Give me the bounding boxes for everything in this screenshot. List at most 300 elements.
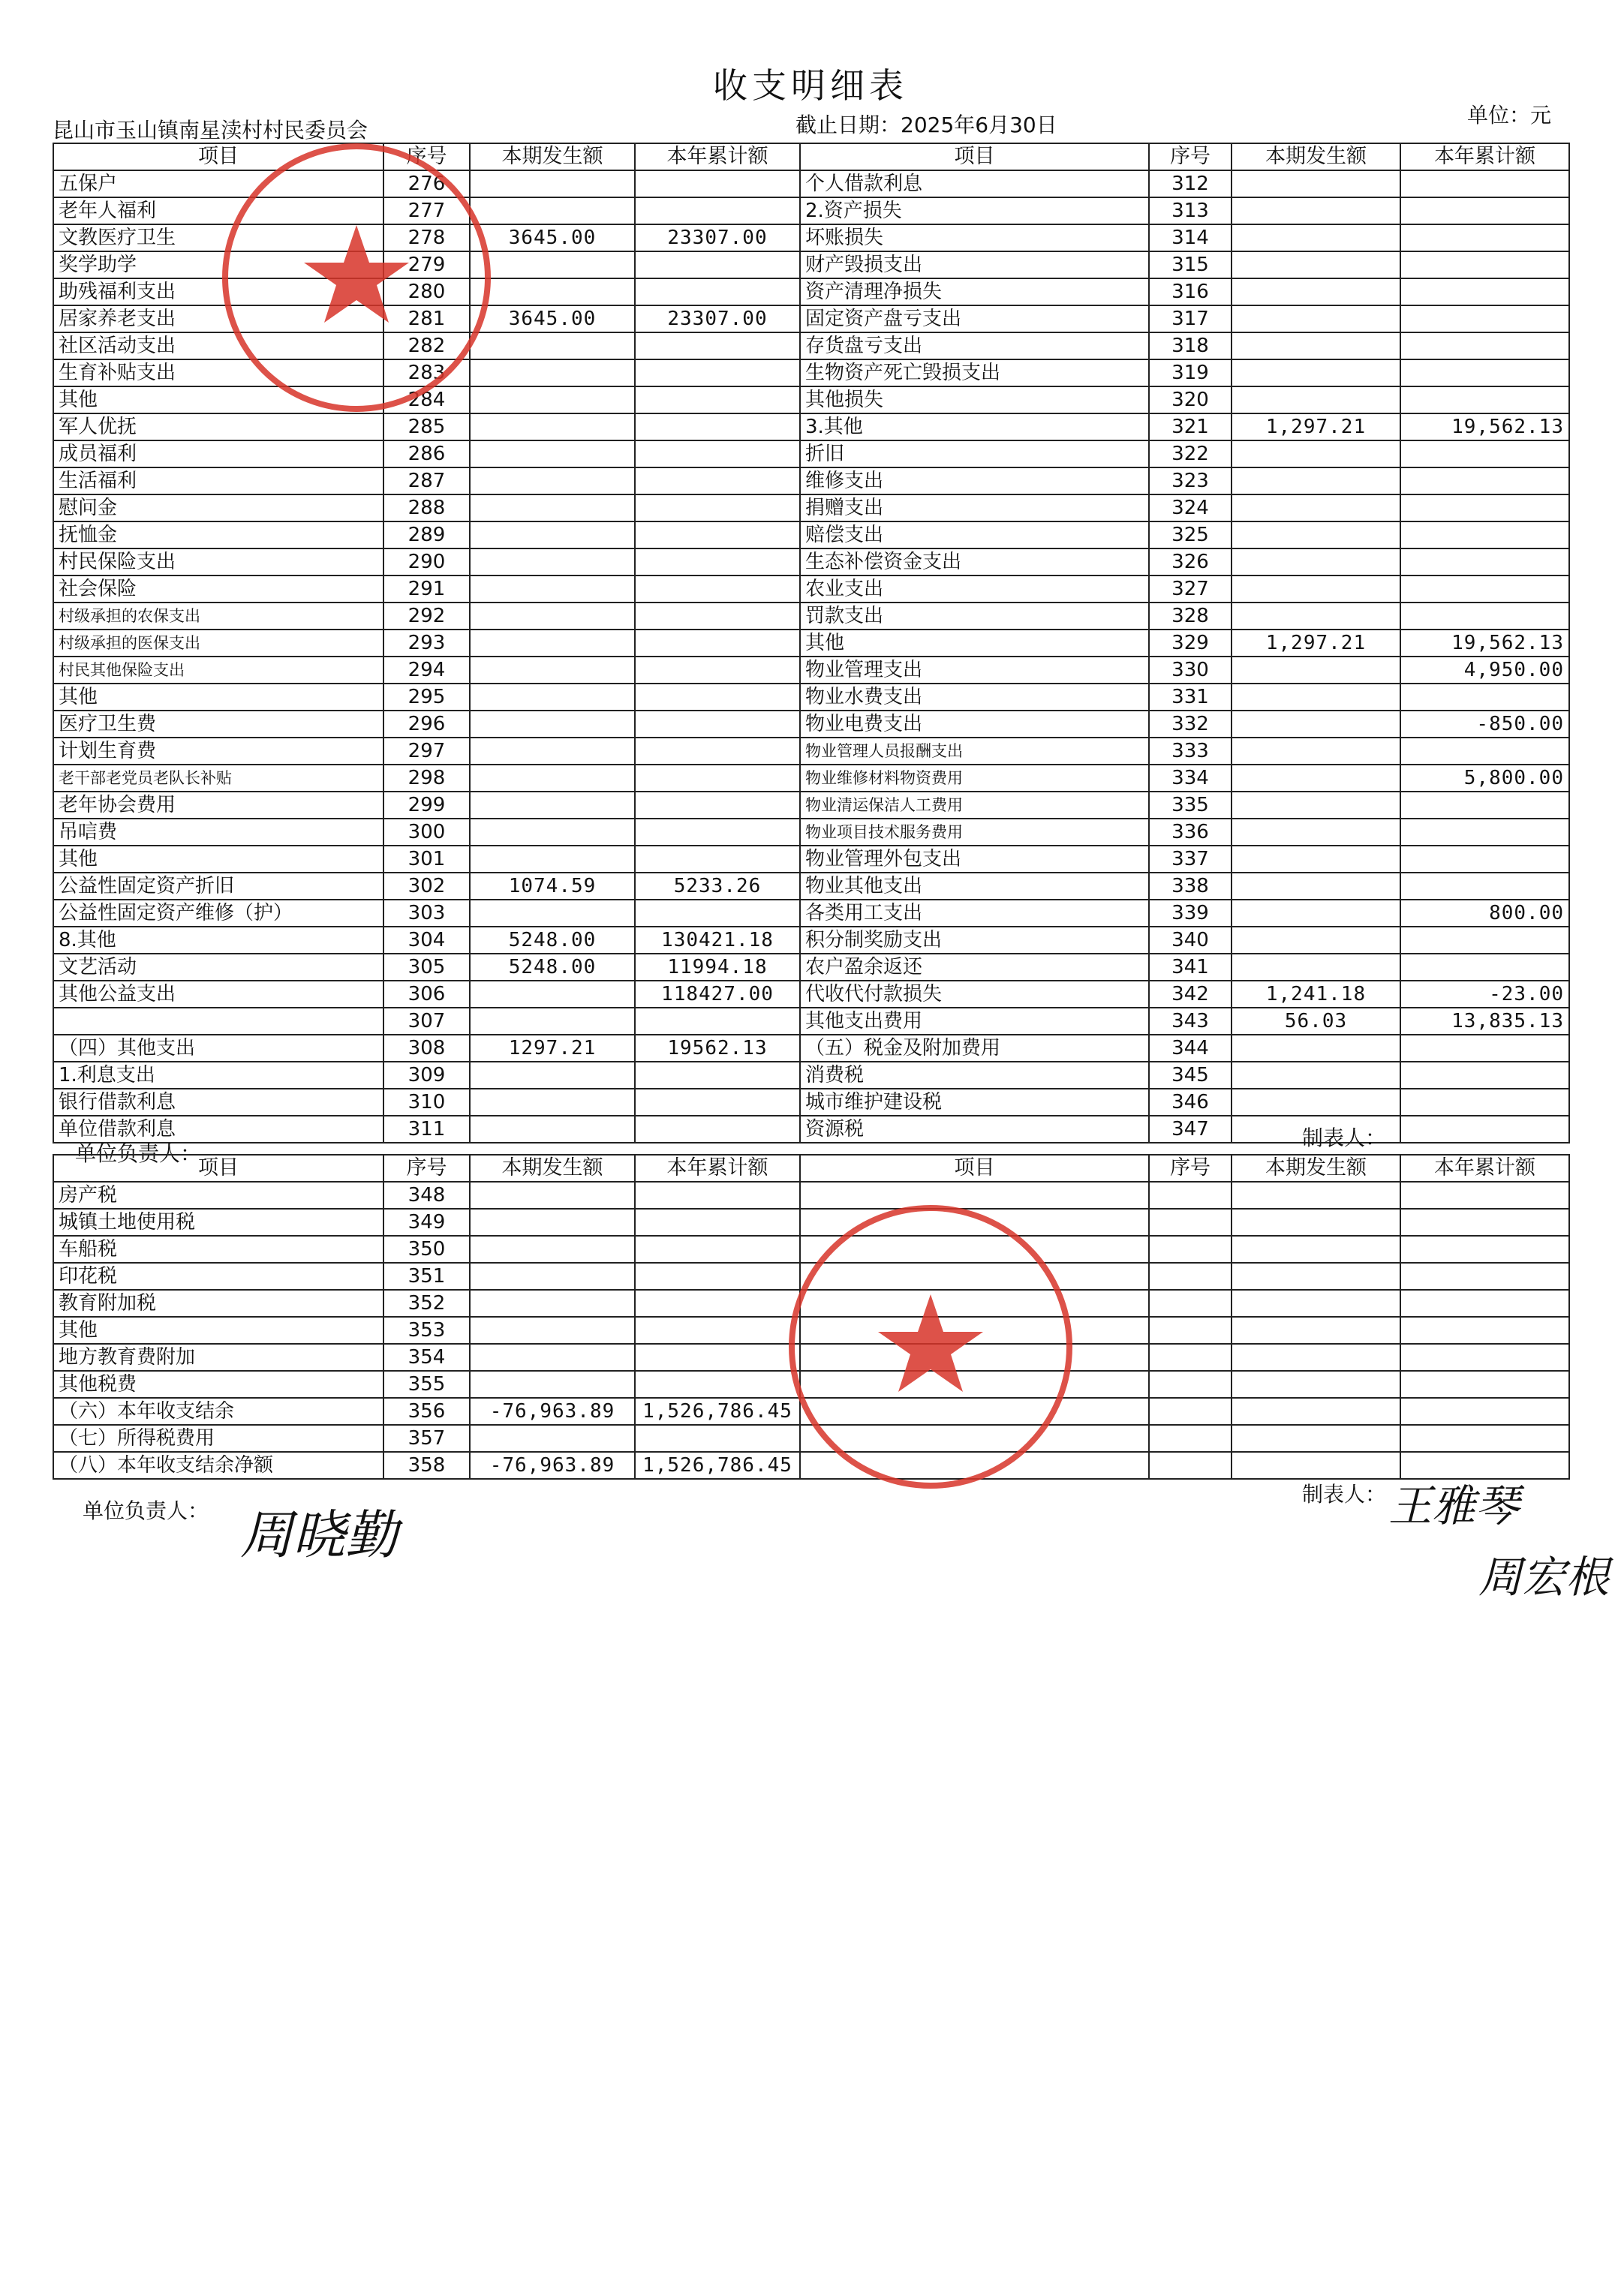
period-amount-cell-right bbox=[1232, 846, 1400, 873]
period-amount-cell-right bbox=[1232, 548, 1400, 576]
period-amount-cell-right bbox=[1232, 224, 1400, 251]
seq-cell-right bbox=[1149, 1425, 1232, 1452]
item-cell-right: 3.其他 bbox=[800, 413, 1149, 440]
period-amount-cell-right bbox=[1232, 738, 1400, 765]
period-amount-cell: -76,963.89 bbox=[470, 1398, 635, 1425]
item-cell-right: 生态补偿资金支出 bbox=[800, 548, 1149, 576]
seq-cell-right: 333 bbox=[1149, 738, 1232, 765]
ytd-amount-cell: 5233.26 bbox=[635, 873, 800, 900]
col-header-item-right: 项目 bbox=[800, 143, 1149, 170]
ytd-amount-cell: 130421.18 bbox=[635, 927, 800, 954]
ytd-amount-cell-right: 19,562.13 bbox=[1400, 630, 1569, 657]
seq-cell: 311 bbox=[383, 1116, 470, 1143]
item-cell-right: 赔偿支出 bbox=[800, 521, 1149, 548]
period-amount-cell-right bbox=[1232, 1344, 1400, 1371]
page-title: 收支明细表 bbox=[713, 65, 908, 106]
period-amount-cell bbox=[470, 1236, 635, 1263]
item-cell-right: 固定资产盘亏支出 bbox=[800, 305, 1149, 332]
table-row bbox=[53, 1062, 1569, 1089]
item-cell-right: 物业管理人员报酬支出 bbox=[800, 738, 1149, 765]
ytd-amount-cell-right bbox=[1400, 197, 1569, 224]
period-amount-cell-right bbox=[1232, 1089, 1400, 1116]
item-cell: 城镇土地使用税 bbox=[53, 1209, 383, 1236]
item-cell: 吊唁费 bbox=[53, 819, 383, 846]
seq-cell: 304 bbox=[383, 927, 470, 954]
ytd-amount-cell-right: -850.00 bbox=[1400, 711, 1569, 738]
seq-cell-right: 314 bbox=[1149, 224, 1232, 251]
seq-cell: 293 bbox=[383, 630, 470, 657]
seq-cell-right: 330 bbox=[1149, 657, 1232, 684]
ytd-amount-cell bbox=[635, 1182, 800, 1209]
table-row bbox=[53, 900, 1569, 927]
ytd-amount-cell: 23307.00 bbox=[635, 224, 800, 251]
ytd-amount-cell-right bbox=[1400, 224, 1569, 251]
seq-cell: 283 bbox=[383, 359, 470, 386]
ytd-amount-cell: 1,526,786.45 bbox=[635, 1452, 800, 1479]
ytd-amount-cell bbox=[635, 1371, 800, 1398]
item-cell-right: 物业管理支出 bbox=[800, 657, 1149, 684]
ytd-amount-cell-right: 4,950.00 bbox=[1400, 657, 1569, 684]
ytd-amount-cell-right bbox=[1400, 927, 1569, 954]
item-cell: 公益性固定资产维修（护） bbox=[53, 900, 383, 927]
item-cell: 军人优抚 bbox=[53, 413, 383, 440]
seq-cell: 354 bbox=[383, 1344, 470, 1371]
period-amount-cell: 3645.00 bbox=[470, 224, 635, 251]
period-amount-cell bbox=[470, 1089, 635, 1116]
seq-cell: 298 bbox=[383, 765, 470, 792]
item-cell-right: 城市维护建设税 bbox=[800, 1089, 1149, 1116]
col-header-period: 本期发生额 bbox=[470, 1155, 635, 1182]
seq-cell: 295 bbox=[383, 684, 470, 711]
ytd-amount-cell-right bbox=[1400, 846, 1569, 873]
item-cell: 银行借款利息 bbox=[53, 1089, 383, 1116]
period-amount-cell bbox=[470, 711, 635, 738]
col-header-period: 本期发生额 bbox=[470, 143, 635, 170]
period-amount-cell bbox=[470, 1008, 635, 1035]
item-cell: 村级承担的医保支出 bbox=[53, 630, 383, 657]
ytd-amount-cell bbox=[635, 603, 800, 630]
seq-cell-right: 347 bbox=[1149, 1116, 1232, 1143]
item-cell: 老年人福利 bbox=[53, 197, 383, 224]
ytd-amount-cell-right bbox=[1400, 1062, 1569, 1089]
ytd-amount-cell-right: -23.00 bbox=[1400, 981, 1569, 1008]
period-amount-cell bbox=[470, 1209, 635, 1236]
seq-cell-right: 346 bbox=[1149, 1089, 1232, 1116]
period-amount-cell-right: 1,297.21 bbox=[1232, 413, 1400, 440]
ytd-amount-cell bbox=[635, 494, 800, 521]
period-amount-cell-right bbox=[1232, 1263, 1400, 1290]
ytd-amount-cell bbox=[635, 440, 800, 467]
item-cell: 其他 bbox=[53, 1317, 383, 1344]
item-cell: 其他公益支出 bbox=[53, 981, 383, 1008]
col-header-seq-right: 序号 bbox=[1149, 143, 1232, 170]
ytd-amount-cell bbox=[635, 630, 800, 657]
item-cell: 房产税 bbox=[53, 1182, 383, 1209]
item-cell-right: 存货盘亏支出 bbox=[800, 332, 1149, 359]
period-amount-cell-right bbox=[1232, 170, 1400, 197]
item-cell: （八）本年收支结余净额 bbox=[53, 1452, 383, 1479]
item-cell-right: 财产毁损支出 bbox=[800, 251, 1149, 278]
col-header-item: 项目 bbox=[53, 1155, 383, 1182]
period-amount-cell-right bbox=[1232, 1452, 1400, 1479]
table-row bbox=[53, 1089, 1569, 1116]
item-cell: 居家养老支出 bbox=[53, 305, 383, 332]
unit-label: 单位：元 bbox=[1467, 103, 1552, 128]
item-cell-right: 物业其他支出 bbox=[800, 873, 1149, 900]
period-amount-cell bbox=[470, 765, 635, 792]
ytd-amount-cell-right bbox=[1400, 954, 1569, 981]
period-amount-cell-right bbox=[1232, 440, 1400, 467]
period-amount-cell bbox=[470, 494, 635, 521]
seq-cell: 286 bbox=[383, 440, 470, 467]
item-cell: 其他 bbox=[53, 846, 383, 873]
ytd-amount-cell bbox=[635, 1062, 800, 1089]
ytd-amount-cell bbox=[635, 1290, 800, 1317]
ytd-amount-cell bbox=[635, 548, 800, 576]
seq-cell: 292 bbox=[383, 603, 470, 630]
table-row bbox=[53, 603, 1569, 630]
item-cell: 8.其他 bbox=[53, 927, 383, 954]
period-amount-cell bbox=[470, 1290, 635, 1317]
seq-cell-right: 345 bbox=[1149, 1062, 1232, 1089]
period-amount-cell-right bbox=[1232, 386, 1400, 413]
item-cell-right: 生物资产死亡毁损支出 bbox=[800, 359, 1149, 386]
item-cell: 印花税 bbox=[53, 1263, 383, 1290]
item-cell: （六）本年收支结余 bbox=[53, 1398, 383, 1425]
period-amount-cell: 1297.21 bbox=[470, 1035, 635, 1062]
seq-cell: 308 bbox=[383, 1035, 470, 1062]
ytd-amount-cell bbox=[635, 576, 800, 603]
seq-cell-right: 328 bbox=[1149, 603, 1232, 630]
seq-cell: 287 bbox=[383, 467, 470, 494]
seq-cell: 299 bbox=[383, 792, 470, 819]
item-cell-right: 农业支出 bbox=[800, 576, 1149, 603]
seq-cell-right: 320 bbox=[1149, 386, 1232, 413]
seq-cell: 310 bbox=[383, 1089, 470, 1116]
period-amount-cell-right bbox=[1232, 900, 1400, 927]
period-amount-cell-right bbox=[1232, 819, 1400, 846]
period-amount-cell bbox=[470, 1116, 635, 1143]
item-cell-right: 物业清运保洁人工费用 bbox=[800, 792, 1149, 819]
ytd-amount-cell-right bbox=[1400, 548, 1569, 576]
ytd-amount-cell-right bbox=[1400, 1425, 1569, 1452]
second-signature: 周宏根 bbox=[1478, 1552, 1610, 1603]
ytd-amount-cell bbox=[635, 900, 800, 927]
ytd-amount-cell-right: 5,800.00 bbox=[1400, 765, 1569, 792]
seq-cell-right: 336 bbox=[1149, 819, 1232, 846]
ytd-amount-cell-right bbox=[1400, 1182, 1569, 1209]
item-cell-right: 资产清理净损失 bbox=[800, 278, 1149, 305]
col-header-period-right: 本期发生额 bbox=[1232, 143, 1400, 170]
footer-leader-label: 单位负责人： bbox=[83, 1498, 209, 1523]
table-row bbox=[53, 765, 1569, 792]
ytd-amount-cell bbox=[635, 1263, 800, 1290]
mid-leader-label: 单位负责人： bbox=[75, 1141, 202, 1166]
ytd-amount-cell-right bbox=[1400, 1344, 1569, 1371]
ytd-amount-cell bbox=[635, 792, 800, 819]
period-amount-cell bbox=[470, 1317, 635, 1344]
seq-cell: 300 bbox=[383, 819, 470, 846]
item-cell-right: 物业维修材料物资费用 bbox=[800, 765, 1149, 792]
ytd-amount-cell-right bbox=[1400, 305, 1569, 332]
period-amount-cell-right bbox=[1232, 954, 1400, 981]
seq-cell-right bbox=[1149, 1263, 1232, 1290]
item-cell: 地方教育费附加 bbox=[53, 1344, 383, 1371]
period-amount-cell: 5248.00 bbox=[470, 927, 635, 954]
seq-cell: 289 bbox=[383, 521, 470, 548]
item-cell: 单位借款利息 bbox=[53, 1116, 383, 1143]
seq-cell: 284 bbox=[383, 386, 470, 413]
item-cell-right: 2.资产损失 bbox=[800, 197, 1149, 224]
item-cell: 其他税费 bbox=[53, 1371, 383, 1398]
table-row bbox=[53, 1035, 1569, 1062]
seq-cell: 296 bbox=[383, 711, 470, 738]
seq-cell-right: 325 bbox=[1149, 521, 1232, 548]
period-amount-cell-right bbox=[1232, 332, 1400, 359]
period-amount-cell-right bbox=[1232, 197, 1400, 224]
period-amount-cell bbox=[470, 846, 635, 873]
item-cell: 生育补贴支出 bbox=[53, 359, 383, 386]
period-amount-cell bbox=[470, 521, 635, 548]
seq-cell-right: 331 bbox=[1149, 684, 1232, 711]
table-row bbox=[53, 440, 1569, 467]
item-cell: 抚恤金 bbox=[53, 521, 383, 548]
item-cell-right: 物业水费支出 bbox=[800, 684, 1149, 711]
item-cell-right: 消费税 bbox=[800, 1062, 1149, 1089]
table-row bbox=[53, 711, 1569, 738]
seq-cell-right: 341 bbox=[1149, 954, 1232, 981]
period-amount-cell-right bbox=[1232, 305, 1400, 332]
seq-cell: 309 bbox=[383, 1062, 470, 1089]
item-cell-right: 坏账损失 bbox=[800, 224, 1149, 251]
item-cell: （七）所得税费用 bbox=[53, 1425, 383, 1452]
seq-cell-right: 317 bbox=[1149, 305, 1232, 332]
period-amount-cell-right bbox=[1232, 1209, 1400, 1236]
period-amount-cell bbox=[470, 467, 635, 494]
col-header-ytd: 本年累计额 bbox=[635, 143, 800, 170]
item-cell-right: 代收代付款损失 bbox=[800, 981, 1149, 1008]
seq-cell-right: 340 bbox=[1149, 927, 1232, 954]
item-cell: 奖学助学 bbox=[53, 251, 383, 278]
mid-preparer-label: 制表人： bbox=[1302, 1125, 1387, 1150]
seq-cell: 349 bbox=[383, 1209, 470, 1236]
ytd-amount-cell-right bbox=[1400, 278, 1569, 305]
item-cell: 村民保险支出 bbox=[53, 548, 383, 576]
seq-cell: 302 bbox=[383, 873, 470, 900]
item-cell-right: 其他支出费用 bbox=[800, 1008, 1149, 1035]
ytd-amount-cell-right bbox=[1400, 386, 1569, 413]
seq-cell-right: 316 bbox=[1149, 278, 1232, 305]
item-cell: 车船税 bbox=[53, 1236, 383, 1263]
ytd-amount-cell-right bbox=[1400, 1290, 1569, 1317]
seq-cell: 279 bbox=[383, 251, 470, 278]
period-amount-cell-right bbox=[1232, 467, 1400, 494]
seq-cell-right: 319 bbox=[1149, 359, 1232, 386]
item-cell: 村民其他保险支出 bbox=[53, 657, 383, 684]
period-amount-cell bbox=[470, 576, 635, 603]
item-cell: 其他 bbox=[53, 386, 383, 413]
seq-cell-right: 343 bbox=[1149, 1008, 1232, 1035]
seq-cell-right bbox=[1149, 1452, 1232, 1479]
period-amount-cell-right bbox=[1232, 359, 1400, 386]
ytd-amount-cell bbox=[635, 738, 800, 765]
item-cell: 五保户 bbox=[53, 170, 383, 197]
item-cell-right: 物业电费支出 bbox=[800, 711, 1149, 738]
ytd-amount-cell-right bbox=[1400, 684, 1569, 711]
item-cell: （四）其他支出 bbox=[53, 1035, 383, 1062]
ytd-amount-cell-right bbox=[1400, 1035, 1569, 1062]
period-amount-cell bbox=[470, 1344, 635, 1371]
seq-cell-right bbox=[1149, 1317, 1232, 1344]
period-amount-cell-right bbox=[1232, 251, 1400, 278]
seq-cell: 285 bbox=[383, 413, 470, 440]
seq-cell: 348 bbox=[383, 1182, 470, 1209]
seq-cell: 358 bbox=[383, 1452, 470, 1479]
table-row bbox=[53, 548, 1569, 576]
ytd-amount-cell-right bbox=[1400, 170, 1569, 197]
period-amount-cell bbox=[470, 1425, 635, 1452]
ytd-amount-cell-right bbox=[1400, 521, 1569, 548]
period-amount-cell: 1074.59 bbox=[470, 873, 635, 900]
table-row bbox=[53, 873, 1569, 900]
period-amount-cell bbox=[470, 819, 635, 846]
item-cell: 老干部老党员老队长补贴 bbox=[53, 765, 383, 792]
ytd-amount-cell: 118427.00 bbox=[635, 981, 800, 1008]
period-amount-cell bbox=[470, 900, 635, 927]
cutoff-date: 截止日期：2025年6月30日 bbox=[795, 113, 1057, 137]
ytd-amount-cell-right: 800.00 bbox=[1400, 900, 1569, 927]
seq-cell-right: 344 bbox=[1149, 1035, 1232, 1062]
col-header-ytd-right: 本年累计额 bbox=[1400, 1155, 1569, 1182]
period-amount-cell-right bbox=[1232, 684, 1400, 711]
period-amount-cell-right bbox=[1232, 765, 1400, 792]
item-cell: 生活福利 bbox=[53, 467, 383, 494]
seq-cell-right bbox=[1149, 1398, 1232, 1425]
ytd-amount-cell: 11994.18 bbox=[635, 954, 800, 981]
seq-cell: 352 bbox=[383, 1290, 470, 1317]
ytd-amount-cell bbox=[635, 846, 800, 873]
col-header-seq: 序号 bbox=[383, 143, 470, 170]
item-cell: 老年协会费用 bbox=[53, 792, 383, 819]
table-row bbox=[53, 576, 1569, 603]
ytd-amount-cell: 1,526,786.45 bbox=[635, 1398, 800, 1425]
seq-cell: 351 bbox=[383, 1263, 470, 1290]
ytd-amount-cell-right bbox=[1400, 332, 1569, 359]
seq-cell-right: 332 bbox=[1149, 711, 1232, 738]
period-amount-cell bbox=[470, 738, 635, 765]
period-amount-cell-right bbox=[1232, 603, 1400, 630]
table-row bbox=[53, 467, 1569, 494]
footer-preparer-label: 制表人： bbox=[1302, 1482, 1387, 1507]
period-amount-cell-right bbox=[1232, 792, 1400, 819]
seq-cell: 307 bbox=[383, 1008, 470, 1035]
ytd-amount-cell bbox=[635, 467, 800, 494]
seq-cell: 350 bbox=[383, 1236, 470, 1263]
seq-cell-right: 335 bbox=[1149, 792, 1232, 819]
item-cell-right: 资源税 bbox=[800, 1116, 1149, 1143]
ytd-amount-cell-right bbox=[1400, 873, 1569, 900]
seq-cell-right bbox=[1149, 1236, 1232, 1263]
period-amount-cell bbox=[470, 603, 635, 630]
item-cell: 村级承担的农保支出 bbox=[53, 603, 383, 630]
period-amount-cell bbox=[470, 1263, 635, 1290]
ytd-amount-cell-right bbox=[1400, 792, 1569, 819]
table-row bbox=[53, 1008, 1569, 1035]
table-row bbox=[53, 927, 1569, 954]
ytd-amount-cell: 19562.13 bbox=[635, 1035, 800, 1062]
ytd-amount-cell bbox=[635, 278, 800, 305]
col-header-period-right: 本期发生额 bbox=[1232, 1155, 1400, 1182]
seq-cell: 356 bbox=[383, 1398, 470, 1425]
table-row bbox=[53, 819, 1569, 846]
period-amount-cell-right bbox=[1232, 1062, 1400, 1089]
ytd-amount-cell-right bbox=[1400, 1116, 1569, 1143]
table-row bbox=[53, 792, 1569, 819]
period-amount-cell bbox=[470, 1182, 635, 1209]
item-cell: 成员福利 bbox=[53, 440, 383, 467]
period-amount-cell-right bbox=[1232, 1236, 1400, 1263]
seq-cell: 353 bbox=[383, 1317, 470, 1344]
ytd-amount-cell bbox=[635, 1344, 800, 1371]
item-cell: 医疗卫生费 bbox=[53, 711, 383, 738]
period-amount-cell bbox=[470, 981, 635, 1008]
seq-cell-right bbox=[1149, 1371, 1232, 1398]
ytd-amount-cell bbox=[635, 521, 800, 548]
period-amount-cell: -76,963.89 bbox=[470, 1452, 635, 1479]
item-cell: 教育附加税 bbox=[53, 1290, 383, 1317]
ytd-amount-cell bbox=[635, 251, 800, 278]
seq-cell-right: 315 bbox=[1149, 251, 1232, 278]
table-row bbox=[53, 657, 1569, 684]
seq-cell: 297 bbox=[383, 738, 470, 765]
seq-cell-right: 322 bbox=[1149, 440, 1232, 467]
supervision-seal bbox=[780, 1197, 1081, 1497]
table-row bbox=[53, 981, 1569, 1008]
ytd-amount-cell-right bbox=[1400, 1089, 1569, 1116]
item-cell: 公益性固定资产折旧 bbox=[53, 873, 383, 900]
ytd-amount-cell-right: 13,835.13 bbox=[1400, 1008, 1569, 1035]
period-amount-cell-right bbox=[1232, 576, 1400, 603]
seq-cell-right: 338 bbox=[1149, 873, 1232, 900]
seq-cell-right: 312 bbox=[1149, 170, 1232, 197]
item-cell-right: 罚款支出 bbox=[800, 603, 1149, 630]
period-amount-cell bbox=[470, 630, 635, 657]
period-amount-cell bbox=[470, 548, 635, 576]
item-cell: 其他 bbox=[53, 684, 383, 711]
period-amount-cell-right: 1,241.18 bbox=[1232, 981, 1400, 1008]
item-cell-right: 其他 bbox=[800, 630, 1149, 657]
table-row bbox=[53, 521, 1569, 548]
table-row bbox=[53, 630, 1569, 657]
ytd-amount-cell bbox=[635, 1317, 800, 1344]
seq-cell: 291 bbox=[383, 576, 470, 603]
item-cell: 文艺活动 bbox=[53, 954, 383, 981]
item-cell-right: 物业管理外包支出 bbox=[800, 846, 1149, 873]
seq-cell: 305 bbox=[383, 954, 470, 981]
seq-cell-right: 321 bbox=[1149, 413, 1232, 440]
org-name: 昆山市玉山镇南星渎村村民委员会 bbox=[53, 118, 368, 143]
ytd-amount-cell: 23307.00 bbox=[635, 305, 800, 332]
item-cell-right: 各类用工支出 bbox=[800, 900, 1149, 927]
period-amount-cell-right: 56.03 bbox=[1232, 1008, 1400, 1035]
period-amount-cell bbox=[470, 657, 635, 684]
table-row bbox=[53, 846, 1569, 873]
seq-cell: 276 bbox=[383, 170, 470, 197]
item-cell: 计划生育费 bbox=[53, 738, 383, 765]
col-header-seq-right: 序号 bbox=[1149, 1155, 1232, 1182]
period-amount-cell-right bbox=[1232, 278, 1400, 305]
ytd-amount-cell bbox=[635, 711, 800, 738]
